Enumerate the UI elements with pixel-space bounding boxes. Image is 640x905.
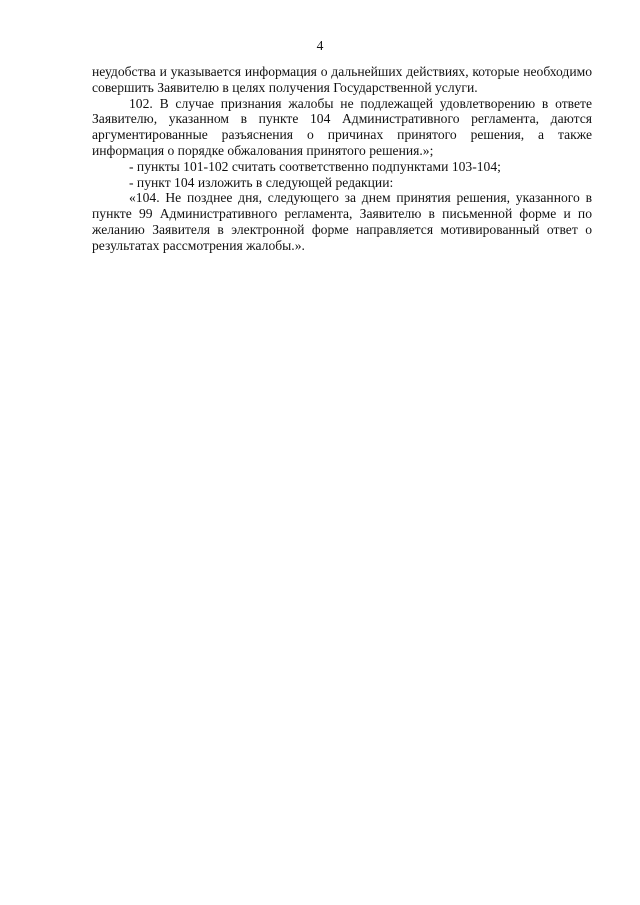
paragraph-item-102: 102. В случае признания жалобы не подлежащей удовлетворению в ответе Заявителю, указанном в пункте 104 Административного регламента, даются аргументированные разъяснения о причинах принятого решения, а также информация о порядке обжалования принятого решения.»; xyxy=(92,95,592,158)
paragraph-item-104: «104. Не позднее дня, следующего за днем принятия решения, указанного в пункте 99 Административного регламента, Заявителю в письменной форме и по желанию Заявителя в электронной форме направляется мотивированный ответ о результатах рассмотрения жалобы.». xyxy=(92,190,592,253)
paragraph-renumber-clause: - пункты 101-102 считать соответственно подпунктами 103-104; xyxy=(129,158,501,174)
document-body xyxy=(92,64,592,254)
page-number: 4 xyxy=(316,38,324,53)
paragraph-amend-clause: - пункт 104 изложить в следующей редакции: xyxy=(129,174,394,190)
paragraph-continuation: неудобства и указывается информация о дальнейших действиях, которые необходимо совершить Заявителю в целях получения Государственной услуги. xyxy=(92,64,592,95)
